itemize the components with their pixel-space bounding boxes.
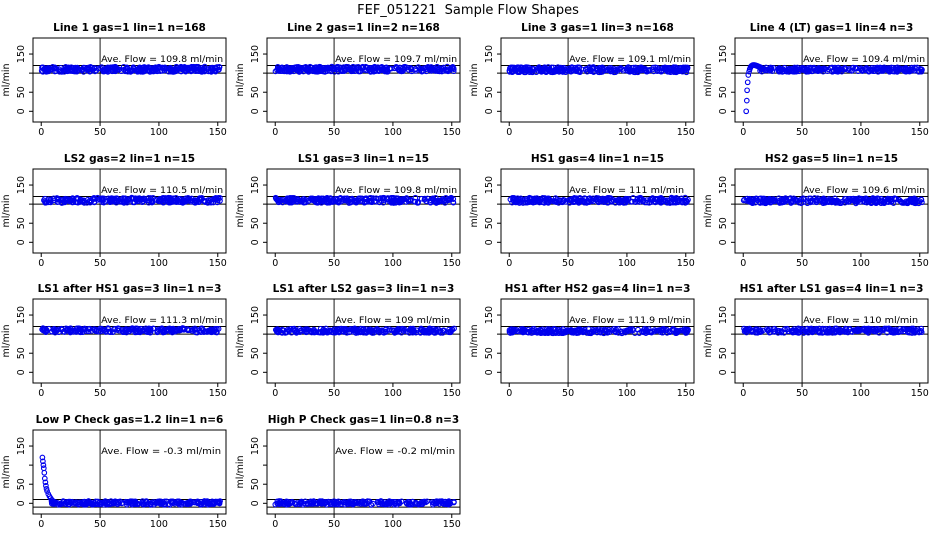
svg-text:50: 50 [328,388,341,399]
reference-lines [735,38,928,122]
svg-text:150: 150 [910,258,929,269]
svg-text:150: 150 [718,175,729,195]
plot-box [501,169,694,253]
y-axis-label: ml/min [703,324,714,358]
ave-flow-label: Ave. Flow = -0.3 ml/min [101,447,222,457]
svg-text:0: 0 [250,239,261,246]
plot-box [735,299,928,383]
y-axis [469,306,501,375]
svg-text:50: 50 [718,217,729,230]
y-axis [235,45,267,114]
plot-box [267,169,460,253]
x-axis [272,383,461,399]
svg-text:0: 0 [740,258,747,269]
ave-flow-label: Ave. Flow = 110 ml/min [803,316,919,326]
x-axis [740,253,929,269]
svg-text:100: 100 [617,388,636,399]
svg-text:100: 100 [617,127,636,138]
svg-text:50: 50 [484,217,495,230]
panel-title: Line 4 (LT) gas=1 lin=4 n=3 [749,22,914,34]
panel-6-plot [234,149,468,280]
reference-lines [33,38,226,122]
x-axis [38,514,227,530]
svg-text:100: 100 [149,258,168,269]
svg-text:100: 100 [149,519,168,530]
svg-text:50: 50 [718,347,729,360]
svg-text:150: 150 [250,305,261,325]
data-points [40,326,221,335]
data-points [508,195,690,205]
svg-text:150: 150 [208,519,227,530]
plot-box [33,169,226,253]
panel-3 [468,18,702,149]
svg-text:150: 150 [250,175,261,195]
svg-text:50: 50 [250,347,261,360]
reference-lines [501,38,694,122]
panel-title: Low P Check gas=1.2 lin=1 n=6 [35,414,224,426]
svg-text:150: 150 [250,436,261,456]
svg-text:150: 150 [442,258,461,269]
reference-lines [33,169,226,253]
y-axis-label: ml/min [1,194,12,228]
svg-text:50: 50 [94,519,107,530]
reference-lines [501,169,694,253]
svg-text:0: 0 [16,239,27,246]
ave-flow-label: Ave. Flow = 109.8 ml/min [335,186,458,196]
svg-text:50: 50 [94,127,107,138]
panel-10-plot [234,279,468,410]
svg-text:50: 50 [250,217,261,230]
svg-text:150: 150 [16,175,27,195]
y-axis-label: ml/min [235,63,246,97]
svg-text:150: 150 [718,305,729,325]
svg-text:0: 0 [740,127,747,138]
svg-text:150: 150 [910,388,929,399]
ave-flow-label: Ave. Flow = 110.5 ml/min [101,186,224,196]
ave-flow-label: Ave. Flow = 109.1 ml/min [569,55,692,65]
svg-text:0: 0 [250,108,261,115]
panel-title: HS1 gas=4 lin=1 n=15 [530,153,665,165]
svg-text:50: 50 [562,258,575,269]
svg-text:50: 50 [484,86,495,99]
svg-text:50: 50 [94,388,107,399]
panel-9 [0,279,234,410]
ave-flow-label: Ave. Flow = 111 ml/min [569,186,685,196]
svg-text:0: 0 [38,519,45,530]
panel-title: LS1 gas=3 lin=1 n=15 [297,153,430,165]
x-axis [272,514,461,530]
svg-text:150: 150 [484,305,495,325]
ave-flow-label: Ave. Flow = -0.2 ml/min [335,447,456,457]
panel-2-plot [234,18,468,149]
data-points [274,326,457,335]
svg-text:50: 50 [562,127,575,138]
svg-text:100: 100 [149,388,168,399]
y-axis-label: ml/min [469,324,480,358]
figure-title: FEF_051221 Sample Flow Shapes [357,3,579,18]
ave-flow-label: Ave. Flow = 109.7 ml/min [335,55,458,65]
svg-text:50: 50 [796,258,809,269]
svg-text:50: 50 [94,258,107,269]
reference-lines [735,299,928,383]
reference-lines [267,299,460,383]
svg-text:50: 50 [328,127,341,138]
plot-box [735,38,928,122]
x-axis [506,122,695,138]
x-axis [740,122,929,138]
svg-text:0: 0 [272,258,279,269]
svg-text:100: 100 [383,258,402,269]
panel-title: LS1 after LS2 gas=3 lin=1 n=3 [272,283,455,295]
x-axis [38,253,227,269]
ave-flow-label: Ave. Flow = 111.9 ml/min [569,316,692,326]
svg-text:150: 150 [484,175,495,195]
reference-lines [33,299,226,383]
svg-text:150: 150 [208,127,227,138]
panel-13 [0,410,234,541]
svg-text:150: 150 [250,44,261,64]
data-points [273,499,456,507]
y-axis-label: ml/min [703,194,714,228]
ave-flow-label: Ave. Flow = 109.4 ml/min [803,55,926,65]
panel-3-plot [468,18,702,149]
svg-text:0: 0 [16,500,27,507]
y-axis-label: ml/min [1,63,12,97]
panel-title: HS1 after HS2 gas=4 lin=1 n=3 [504,283,691,295]
svg-text:0: 0 [506,388,513,399]
panel-5 [0,149,234,280]
svg-text:0: 0 [38,258,45,269]
svg-text:50: 50 [796,388,809,399]
y-axis [235,176,267,245]
panel-4 [702,18,936,149]
plot-box [267,299,460,383]
panel-7-plot [468,149,702,280]
svg-text:0: 0 [250,369,261,376]
reference-lines [501,299,694,383]
panel-12-plot [702,279,936,410]
svg-text:50: 50 [250,86,261,99]
svg-text:150: 150 [676,258,695,269]
svg-text:50: 50 [484,347,495,360]
svg-text:0: 0 [484,108,495,115]
svg-text:150: 150 [484,44,495,64]
y-axis [469,176,501,245]
y-axis [1,176,33,245]
svg-text:150: 150 [676,388,695,399]
panel-title: HS1 after LS1 gas=4 lin=1 n=3 [739,283,924,295]
panel-title: High P Check gas=1 lin=0.8 n=3 [267,414,460,426]
reference-lines [267,38,460,122]
svg-text:100: 100 [851,258,870,269]
panel-1-plot [0,18,234,149]
data-points [744,63,924,114]
svg-text:50: 50 [250,478,261,491]
data-points [742,326,924,335]
svg-text:150: 150 [208,388,227,399]
y-axis [703,176,735,245]
y-axis-label: ml/min [703,63,714,97]
y-axis [469,45,501,114]
panel-9-plot [0,279,234,410]
svg-text:0: 0 [38,388,45,399]
reference-lines [735,169,928,253]
ave-flow-label: Ave. Flow = 109.8 ml/min [101,55,224,65]
x-axis [506,383,695,399]
ave-flow-label: Ave. Flow = 109 ml/min [335,316,451,326]
x-axis [38,383,227,399]
svg-text:0: 0 [484,369,495,376]
svg-text:150: 150 [442,388,461,399]
y-axis [1,306,33,375]
svg-text:0: 0 [16,369,27,376]
svg-text:0: 0 [740,388,747,399]
svg-text:150: 150 [16,44,27,64]
x-axis [506,253,695,269]
y-axis-label: ml/min [1,455,12,489]
svg-text:100: 100 [149,127,168,138]
panel-6 [234,149,468,280]
panel-title: LS2 gas=2 lin=1 n=15 [63,153,196,165]
svg-text:150: 150 [718,44,729,64]
panel-1 [0,18,234,149]
data-points [507,65,690,75]
data-points [507,327,690,336]
panel-8-plot [702,149,936,280]
svg-text:50: 50 [16,347,27,360]
plot-box [33,38,226,122]
svg-text:100: 100 [383,127,402,138]
x-axis [272,122,461,138]
svg-text:150: 150 [442,127,461,138]
svg-text:0: 0 [718,239,729,246]
panel-7 [468,149,702,280]
panel-2 [234,18,468,149]
svg-text:0: 0 [506,127,513,138]
svg-text:150: 150 [16,305,27,325]
svg-text:50: 50 [328,519,341,530]
panel-12 [702,279,936,410]
panel-8 [702,149,936,280]
y-axis [1,45,33,114]
x-axis [272,253,461,269]
svg-text:50: 50 [562,388,575,399]
svg-text:100: 100 [851,388,870,399]
svg-text:0: 0 [250,500,261,507]
svg-text:50: 50 [796,127,809,138]
panel-11 [468,279,702,410]
svg-text:100: 100 [383,519,402,530]
y-axis [235,306,267,375]
y-axis [703,45,735,114]
ave-flow-label: Ave. Flow = 111.3 ml/min [101,316,224,326]
y-axis-label: ml/min [235,324,246,358]
svg-text:0: 0 [16,108,27,115]
plot-box [735,169,928,253]
x-axis [740,383,929,399]
svg-text:50: 50 [16,86,27,99]
panel-title: LS1 after HS1 gas=3 lin=1 n=3 [37,283,222,295]
svg-text:150: 150 [208,258,227,269]
reference-lines [267,169,460,253]
svg-text:150: 150 [16,436,27,456]
panel-title: Line 3 gas=1 lin=3 n=168 [521,22,674,34]
panel-10 [234,279,468,410]
svg-text:0: 0 [38,127,45,138]
svg-text:50: 50 [328,258,341,269]
svg-text:100: 100 [617,258,636,269]
y-axis [1,437,33,506]
x-axis [38,122,227,138]
svg-text:0: 0 [718,369,729,376]
plot-box [501,299,694,383]
y-axis [703,306,735,375]
plot-box [267,38,460,122]
svg-text:100: 100 [383,388,402,399]
svg-text:50: 50 [16,478,27,491]
svg-text:50: 50 [16,217,27,230]
svg-text:0: 0 [506,258,513,269]
svg-text:0: 0 [272,127,279,138]
y-axis-label: ml/min [235,455,246,489]
y-axis-label: ml/min [235,194,246,228]
svg-text:100: 100 [851,127,870,138]
panel-14-plot [234,410,468,541]
panel-5-plot [0,149,234,280]
svg-text:0: 0 [718,108,729,115]
panel-title: Line 1 gas=1 lin=1 n=168 [53,22,206,34]
ave-flow-label: Ave. Flow = 109.6 ml/min [803,186,926,196]
panel-13-plot [0,410,234,541]
panel-4-plot [702,18,936,149]
panel-title: HS2 gas=5 lin=1 n=15 [764,153,899,165]
plot-box [33,299,226,383]
svg-text:150: 150 [676,127,695,138]
y-axis-label: ml/min [469,194,480,228]
svg-text:0: 0 [272,388,279,399]
y-axis [235,437,267,506]
svg-text:150: 150 [910,127,929,138]
panel-14 [234,410,468,541]
svg-text:50: 50 [718,86,729,99]
panel-11-plot [468,279,702,410]
svg-text:0: 0 [484,239,495,246]
svg-text:0: 0 [272,519,279,530]
svg-text:150: 150 [442,519,461,530]
y-axis-label: ml/min [469,63,480,97]
panel-title: Line 2 gas=1 lin=2 n=168 [287,22,440,34]
y-axis-label: ml/min [1,324,12,358]
plot-box [501,38,694,122]
